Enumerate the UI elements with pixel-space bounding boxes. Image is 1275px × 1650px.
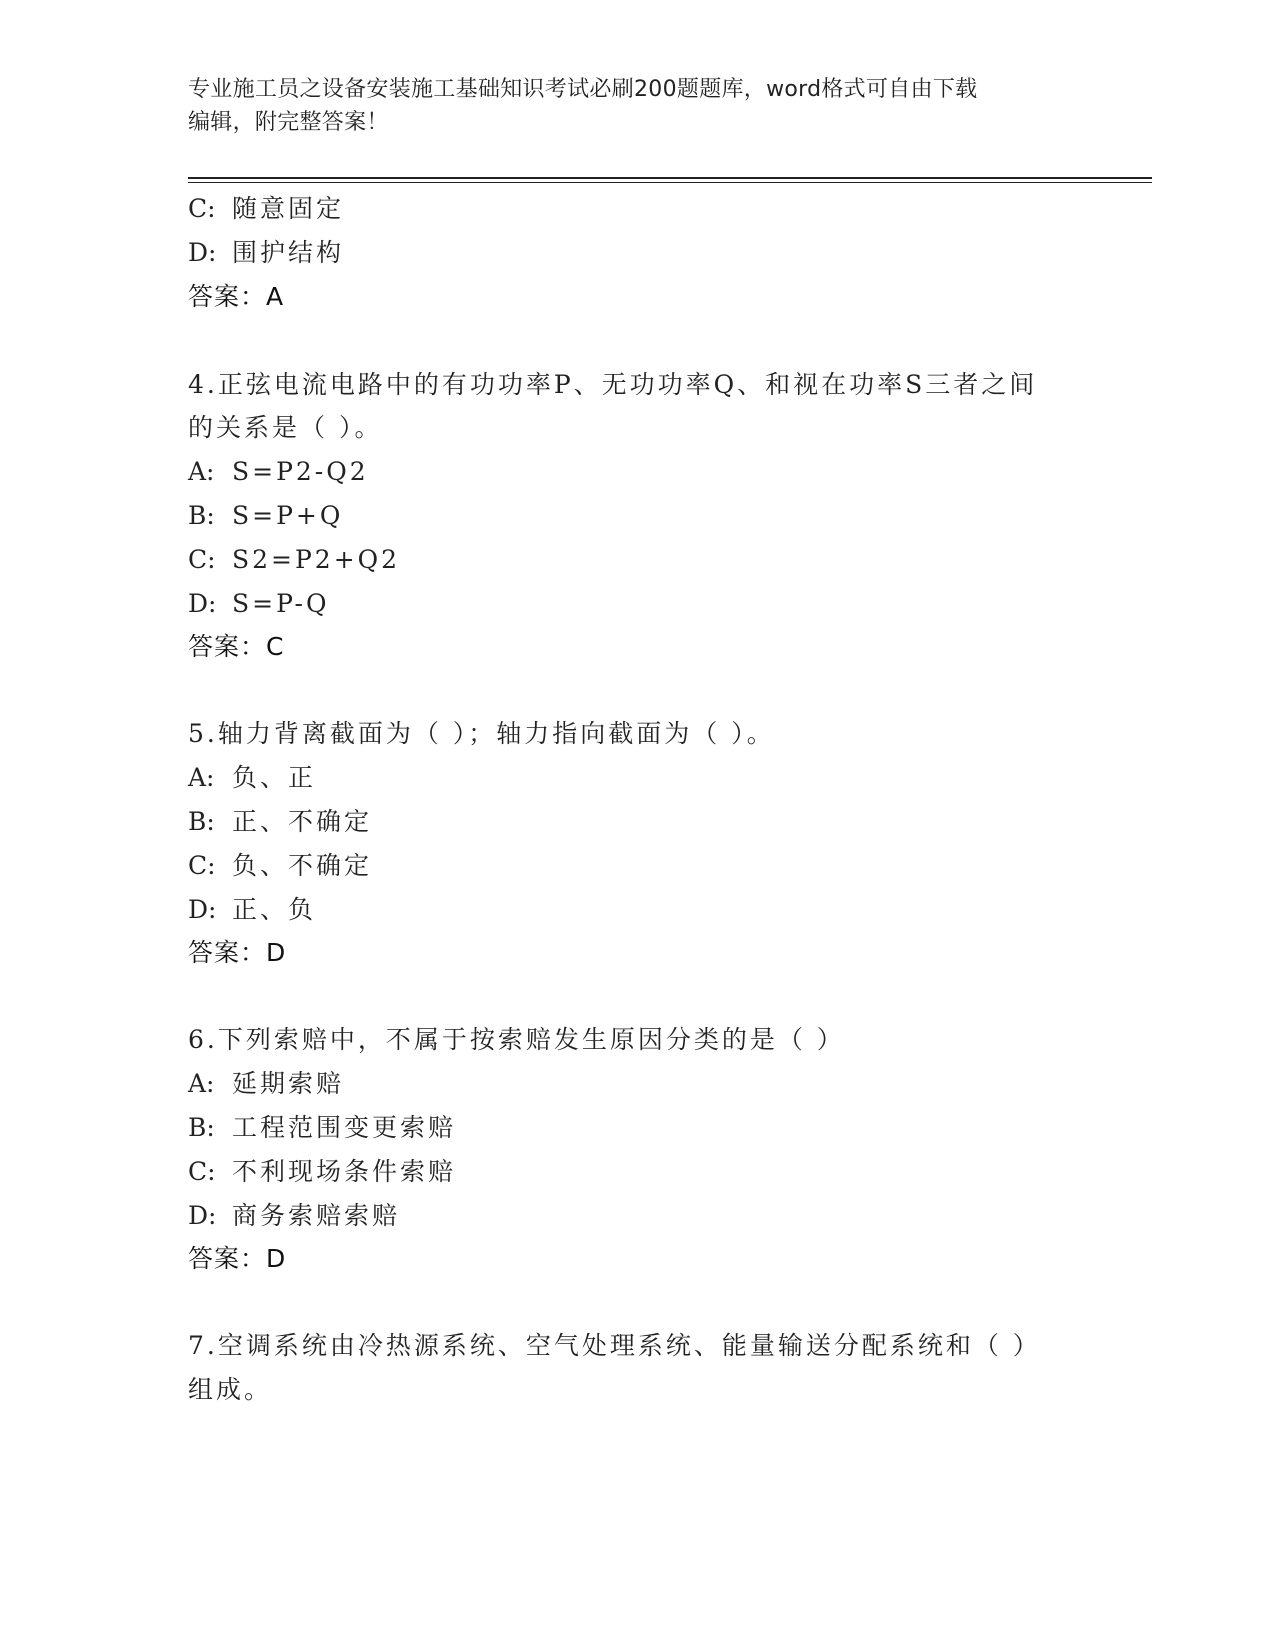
- option-text: S=P+Q: [232, 501, 344, 530]
- q4-option-a: [188, 456, 369, 488]
- option-letter: A:: [188, 457, 215, 486]
- q5-option-d: [188, 894, 316, 926]
- q4-option-c: [188, 544, 400, 576]
- q5-option-c: [188, 850, 372, 882]
- q3-option-d: [188, 237, 344, 269]
- q6-option-a: [188, 1068, 344, 1100]
- header-title-line-2: 编辑，附完整答案！: [188, 110, 389, 135]
- q4-stem-line-1: 4.正弦电流电路中的有功功率P、无功功率Q、和视在功率S三者之间: [188, 370, 1038, 399]
- option-letter: C:: [188, 851, 216, 880]
- q4-stem-line-2: 的关系是（ ）。: [188, 413, 383, 442]
- q7-stem-line-2: 组成。: [188, 1375, 273, 1404]
- option-letter: A:: [188, 1069, 215, 1098]
- option-text: S=P-Q: [232, 589, 330, 618]
- q6-option-d: [188, 1200, 400, 1232]
- q4-option-b: [188, 500, 343, 532]
- q7-stem-line-1: 7.空调系统由冷热源系统、空气处理系统、能量输送分配系统和（ ）: [188, 1331, 1041, 1360]
- option-text: 随意固定: [232, 194, 345, 223]
- option-text: S=P2-Q2: [232, 457, 369, 486]
- q5-answer: 答案：D: [188, 938, 287, 967]
- option-text: 围护结构: [232, 238, 345, 267]
- option-text: 工程范围变更索赔: [232, 1113, 457, 1142]
- option-text: 负、正: [232, 763, 317, 792]
- option-letter: D:: [188, 895, 217, 924]
- header-divider-thin: [188, 182, 1152, 183]
- header-title-line-1: 专业施工员之设备安装施工基础知识考试必刷200题题库，word格式可自由下载: [188, 77, 978, 102]
- q4-answer: 答案：C: [188, 632, 285, 661]
- option-letter: B:: [188, 501, 215, 530]
- q5-stem-line-1: 5.轴力背离截面为（ ）；轴力指向截面为（ ）。: [188, 719, 775, 748]
- option-letter: C:: [188, 1157, 216, 1186]
- option-letter: B:: [188, 1113, 215, 1142]
- q6-answer: 答案：D: [188, 1244, 287, 1273]
- option-letter: D:: [188, 589, 217, 618]
- q6-option-b: [188, 1112, 456, 1144]
- option-text: S2=P2+Q2: [232, 545, 401, 574]
- header-divider-thick: [188, 177, 1152, 179]
- document-header: [188, 73, 1068, 139]
- q3-answer: 答案：A: [188, 282, 285, 311]
- option-text: 正、负: [232, 895, 317, 924]
- option-text: 正、不确定: [232, 807, 373, 836]
- option-letter: B:: [188, 807, 215, 836]
- option-text: 负、不确定: [232, 851, 373, 880]
- option-letter: D:: [188, 1201, 217, 1230]
- option-text: 商务索赔索赔: [232, 1201, 401, 1230]
- option-text: 延期索赔: [232, 1069, 345, 1098]
- q5-option-a: [188, 762, 316, 794]
- option-letter: D:: [188, 238, 217, 267]
- option-letter: C:: [188, 545, 216, 574]
- option-letter: A:: [188, 763, 215, 792]
- q6-option-c: [188, 1156, 456, 1188]
- q5-option-b: [188, 806, 372, 838]
- q4-option-d: [188, 588, 329, 620]
- q6-stem-line-1: 6.下列索赔中，不属于按索赔发生原因分类的是（ ）: [188, 1025, 845, 1054]
- q3-option-c: [188, 193, 344, 225]
- option-letter: C:: [188, 194, 216, 223]
- option-text: 不利现场条件索赔: [232, 1157, 457, 1186]
